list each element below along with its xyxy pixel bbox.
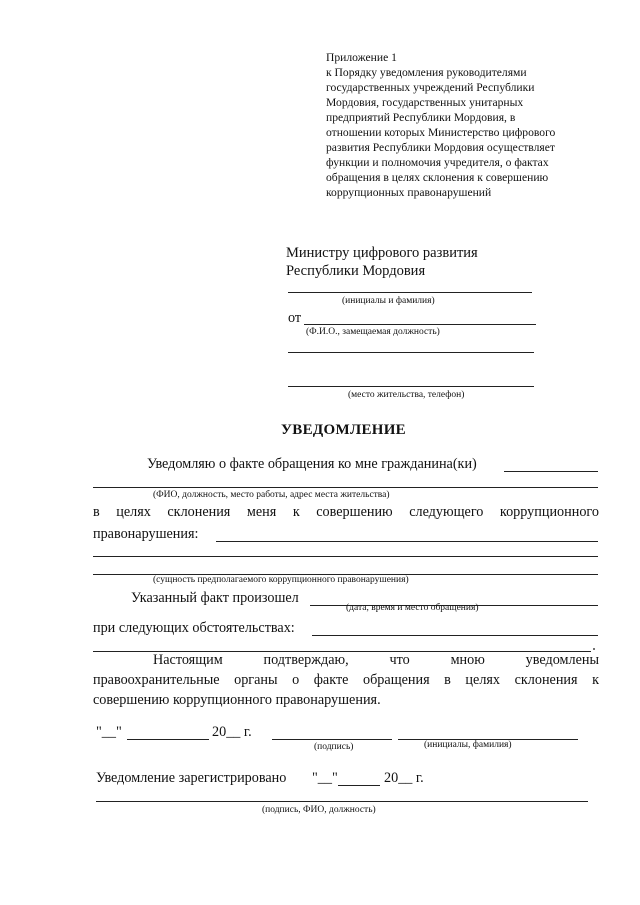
residence-caption: (место жительства, телефон)	[348, 390, 465, 400]
purpose-line-1: в целях склонения меня к совершению следующего коррупционного	[93, 504, 599, 520]
confirm-line-2: правоохранительные органы о факте обращения в целях склонения к	[93, 672, 599, 688]
offense-essence-caption: (сущность предполагаемого коррупционного правонарушения)	[153, 575, 409, 585]
addressee-line-2: Республики Мордовия	[286, 263, 426, 279]
offense-field-line-2	[93, 556, 598, 557]
purpose-line-2: правонарушения:	[93, 526, 199, 542]
appendix-line: развития Республики Мордовия осуществляет	[326, 141, 555, 154]
document-title: УВЕДОМЛЕНИЕ	[281, 422, 406, 438]
fio-position-caption: (Ф.И.О., замещаемая должность)	[306, 327, 440, 337]
appendix-line: Мордовия, государственных унитарных	[326, 96, 524, 109]
registration-date-open: "__"	[312, 770, 338, 786]
appendix-header	[326, 50, 606, 200]
signature-year: 20__ г.	[212, 724, 252, 740]
from-field-line	[304, 324, 536, 325]
sign-caption: (подпись)	[314, 742, 354, 752]
from-label: от	[288, 310, 302, 326]
addressee-line-1: Министру цифрового развития	[286, 245, 478, 261]
appendix-line: государственных учреждений Республики	[326, 81, 535, 94]
appendix-line: коррупционных правонарушений	[326, 186, 492, 199]
appendix-line: к Порядку уведомления руководителями	[326, 66, 527, 79]
sender-field-line-3	[288, 386, 534, 387]
appendix-line: функции и полномочия учредителя, о фактах	[326, 156, 549, 169]
registration-month-line	[338, 785, 380, 786]
addressee-block	[286, 244, 478, 280]
confirm-line-1: Настоящим подтверждаю, что мною уведомлены	[153, 652, 599, 668]
offense-field-line-1	[216, 541, 598, 542]
appendix-line: Приложение 1	[326, 51, 397, 64]
registration-caption: (подпись, ФИО, должность)	[262, 805, 376, 815]
citizen-field-line	[504, 471, 598, 472]
registration-year: 20__ г.	[384, 770, 424, 786]
circumstances-field-line-1	[312, 635, 598, 636]
sender-field-line-2	[288, 352, 534, 353]
registration-field-line	[96, 801, 588, 802]
appendix-line: предприятий Республики Мордовия, в	[326, 111, 516, 124]
initials-field-line	[288, 292, 532, 293]
appendix-line: обращения в целях склонения к совершению	[326, 171, 549, 184]
signature-sign-line	[272, 739, 392, 740]
registration-label: Уведомление зарегистрировано	[96, 770, 287, 786]
signature-date-open: "__"	[96, 724, 122, 740]
initials-caption: (инициалы и фамилия)	[342, 296, 435, 306]
period-mark	[593, 648, 595, 650]
citizen-details-caption: (ФИО, должность, место работы, адрес места жительства)	[153, 490, 390, 500]
appendix-line: отношении которых Министерство цифрового	[326, 126, 556, 139]
intro-text: Уведомляю о факте обращения ко мне гражданина(ки)	[147, 456, 477, 472]
circumstances-text: при следующих обстоятельствах:	[93, 620, 295, 636]
signature-month-line	[127, 739, 209, 740]
confirm-line-3: совершению коррупционного правонарушения.	[93, 692, 381, 708]
name-caption: (инициалы, фамилия)	[424, 740, 512, 750]
occurrence-caption: (дата, время и место обращения)	[346, 603, 479, 613]
citizen-details-line	[93, 487, 598, 488]
occurred-text: Указанный факт произошел	[131, 590, 299, 606]
